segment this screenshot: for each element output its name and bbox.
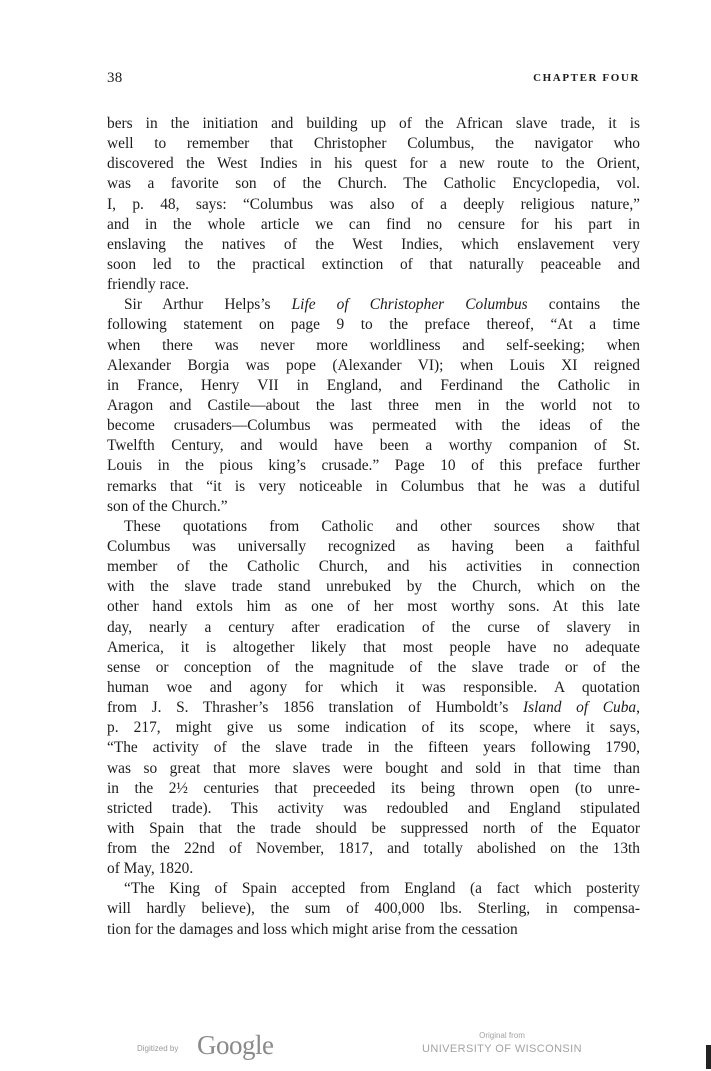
text-line: friendly race. — [107, 276, 190, 294]
text-line: of May, 1820. — [107, 860, 194, 878]
page-number: 38 — [107, 70, 123, 86]
text-line: from the 22nd of November, 1817, and totally abolished on the 13th — [107, 840, 640, 858]
text-line: was a favorite son of the Church. The Catholic Encyclopedia, vol. — [107, 175, 640, 193]
text-line: bers in the initiation and building up of the African slave trade, it is — [107, 115, 640, 132]
text-line: in the 2½ centuries that preceeded its being thrown open (to unre- — [107, 779, 640, 797]
paragraph — [107, 879, 640, 939]
text-line: These quotations from Catholic and other sources show that — [124, 517, 640, 535]
text-line: son of the Church.” — [107, 497, 228, 515]
text-line: with the slave trade stand unrebuked by the Church, which on the — [107, 578, 640, 596]
text-line: Aragon and Castile—about the last three men in the world not to — [107, 396, 640, 414]
text-line: “The activity of the slave trade in the fifteen years following 1790, — [107, 739, 640, 757]
text-line: Louis in the pious king’s crusade.” Page 10 of this preface further — [107, 457, 640, 475]
text-line: America, it is altogether likely that most people have no adequate — [107, 638, 640, 656]
original-from-label: Original from — [479, 1031, 525, 1040]
book-title: Island of Cuba — [523, 699, 637, 717]
text-line: sense or conception of the magnitude of the slave trade or of the — [107, 658, 640, 676]
paragraph — [107, 517, 640, 880]
text-line: well to remember that Christopher Columbus, the navigator who — [107, 135, 640, 153]
text-line: Sir Arthur Helps’s Life of Christopher Columbus contains the — [124, 296, 640, 314]
scan-edge-mark — [706, 1045, 711, 1069]
text-line: I, p. 48, says: “Columbus was also of a deeply religious nature,” — [107, 195, 640, 213]
text-line: human woe and agony for which it was responsible. A quotation — [107, 678, 640, 696]
text-line: become crusaders—Columbus was permeated with the ideas of the — [107, 417, 640, 435]
google-logo: Google — [197, 1030, 274, 1060]
book-title: Life of Christopher Columbus — [291, 296, 528, 314]
text-line: member of the Catholic Church, and his activities in connection — [107, 558, 640, 576]
body-text — [107, 114, 640, 940]
running-head: CHAPTER FOUR — [533, 72, 640, 84]
text-line: Twelfth Century, and would have been a worthy companion of St. — [107, 437, 640, 455]
text-line: p. 217, might give us some indication of its scope, where it says, — [107, 719, 640, 737]
text-line: other hand extols him as one of her most worthy sons. At this late — [107, 598, 640, 616]
text-line: soon led to the practical extinction of that naturally peaceable and — [107, 255, 640, 273]
text-line: Columbus was universally recognized as having been a faithful — [107, 537, 640, 555]
institution-label: UNIVERSITY OF WISCONSIN — [422, 1043, 582, 1055]
paragraph — [107, 295, 640, 517]
text-line: remarks that “it is very noticeable in Columbus that he was a dutiful — [107, 477, 640, 495]
text-line: with Spain that the trade should be suppressed north of the Equator — [107, 819, 640, 837]
text-line: following statement on page 9 to the preface thereof, “At a time — [107, 316, 640, 334]
paragraph — [107, 114, 640, 295]
digitized-by-label: Digitized by — [137, 1044, 179, 1053]
page-header — [107, 70, 640, 92]
text-line: was so great that more slaves were bought and sold in that time than — [107, 759, 640, 777]
text-line: Alexander Borgia was pope (Alexander VI); when Louis XI reigned — [107, 356, 640, 374]
text-line: from J. S. Thrasher’s 1856 translation of Humboldt’s Island of Cuba, — [107, 699, 640, 717]
text-line: will hardly believe), the sum of 400,000 lbs. Sterling, in compensa- — [107, 900, 640, 918]
text-line: tion for the damages and loss which might arise from the cessation — [107, 920, 518, 938]
text-line: discovered the West Indies in his quest for a new route to the Orient, — [107, 155, 640, 173]
text-line: day, nearly a century after eradication of the curse of slavery in — [107, 618, 640, 636]
text-line: stricted trade). This activity was redoubled and England stipulated — [107, 799, 640, 817]
text-line: enslaving the natives of the West Indies, which enslavement very — [107, 235, 640, 253]
original-source-watermark — [418, 1030, 586, 1056]
text-line: “The King of Spain accepted from England (a fact which posterity — [124, 880, 640, 898]
text-line: when there was never more worldliness and self-seeking; when — [107, 336, 640, 354]
text-line: and in the whole article we can find no censure for his part in — [107, 215, 640, 233]
text-line: in France, Henry VII in England, and Ferdinand the Catholic in — [107, 376, 640, 394]
